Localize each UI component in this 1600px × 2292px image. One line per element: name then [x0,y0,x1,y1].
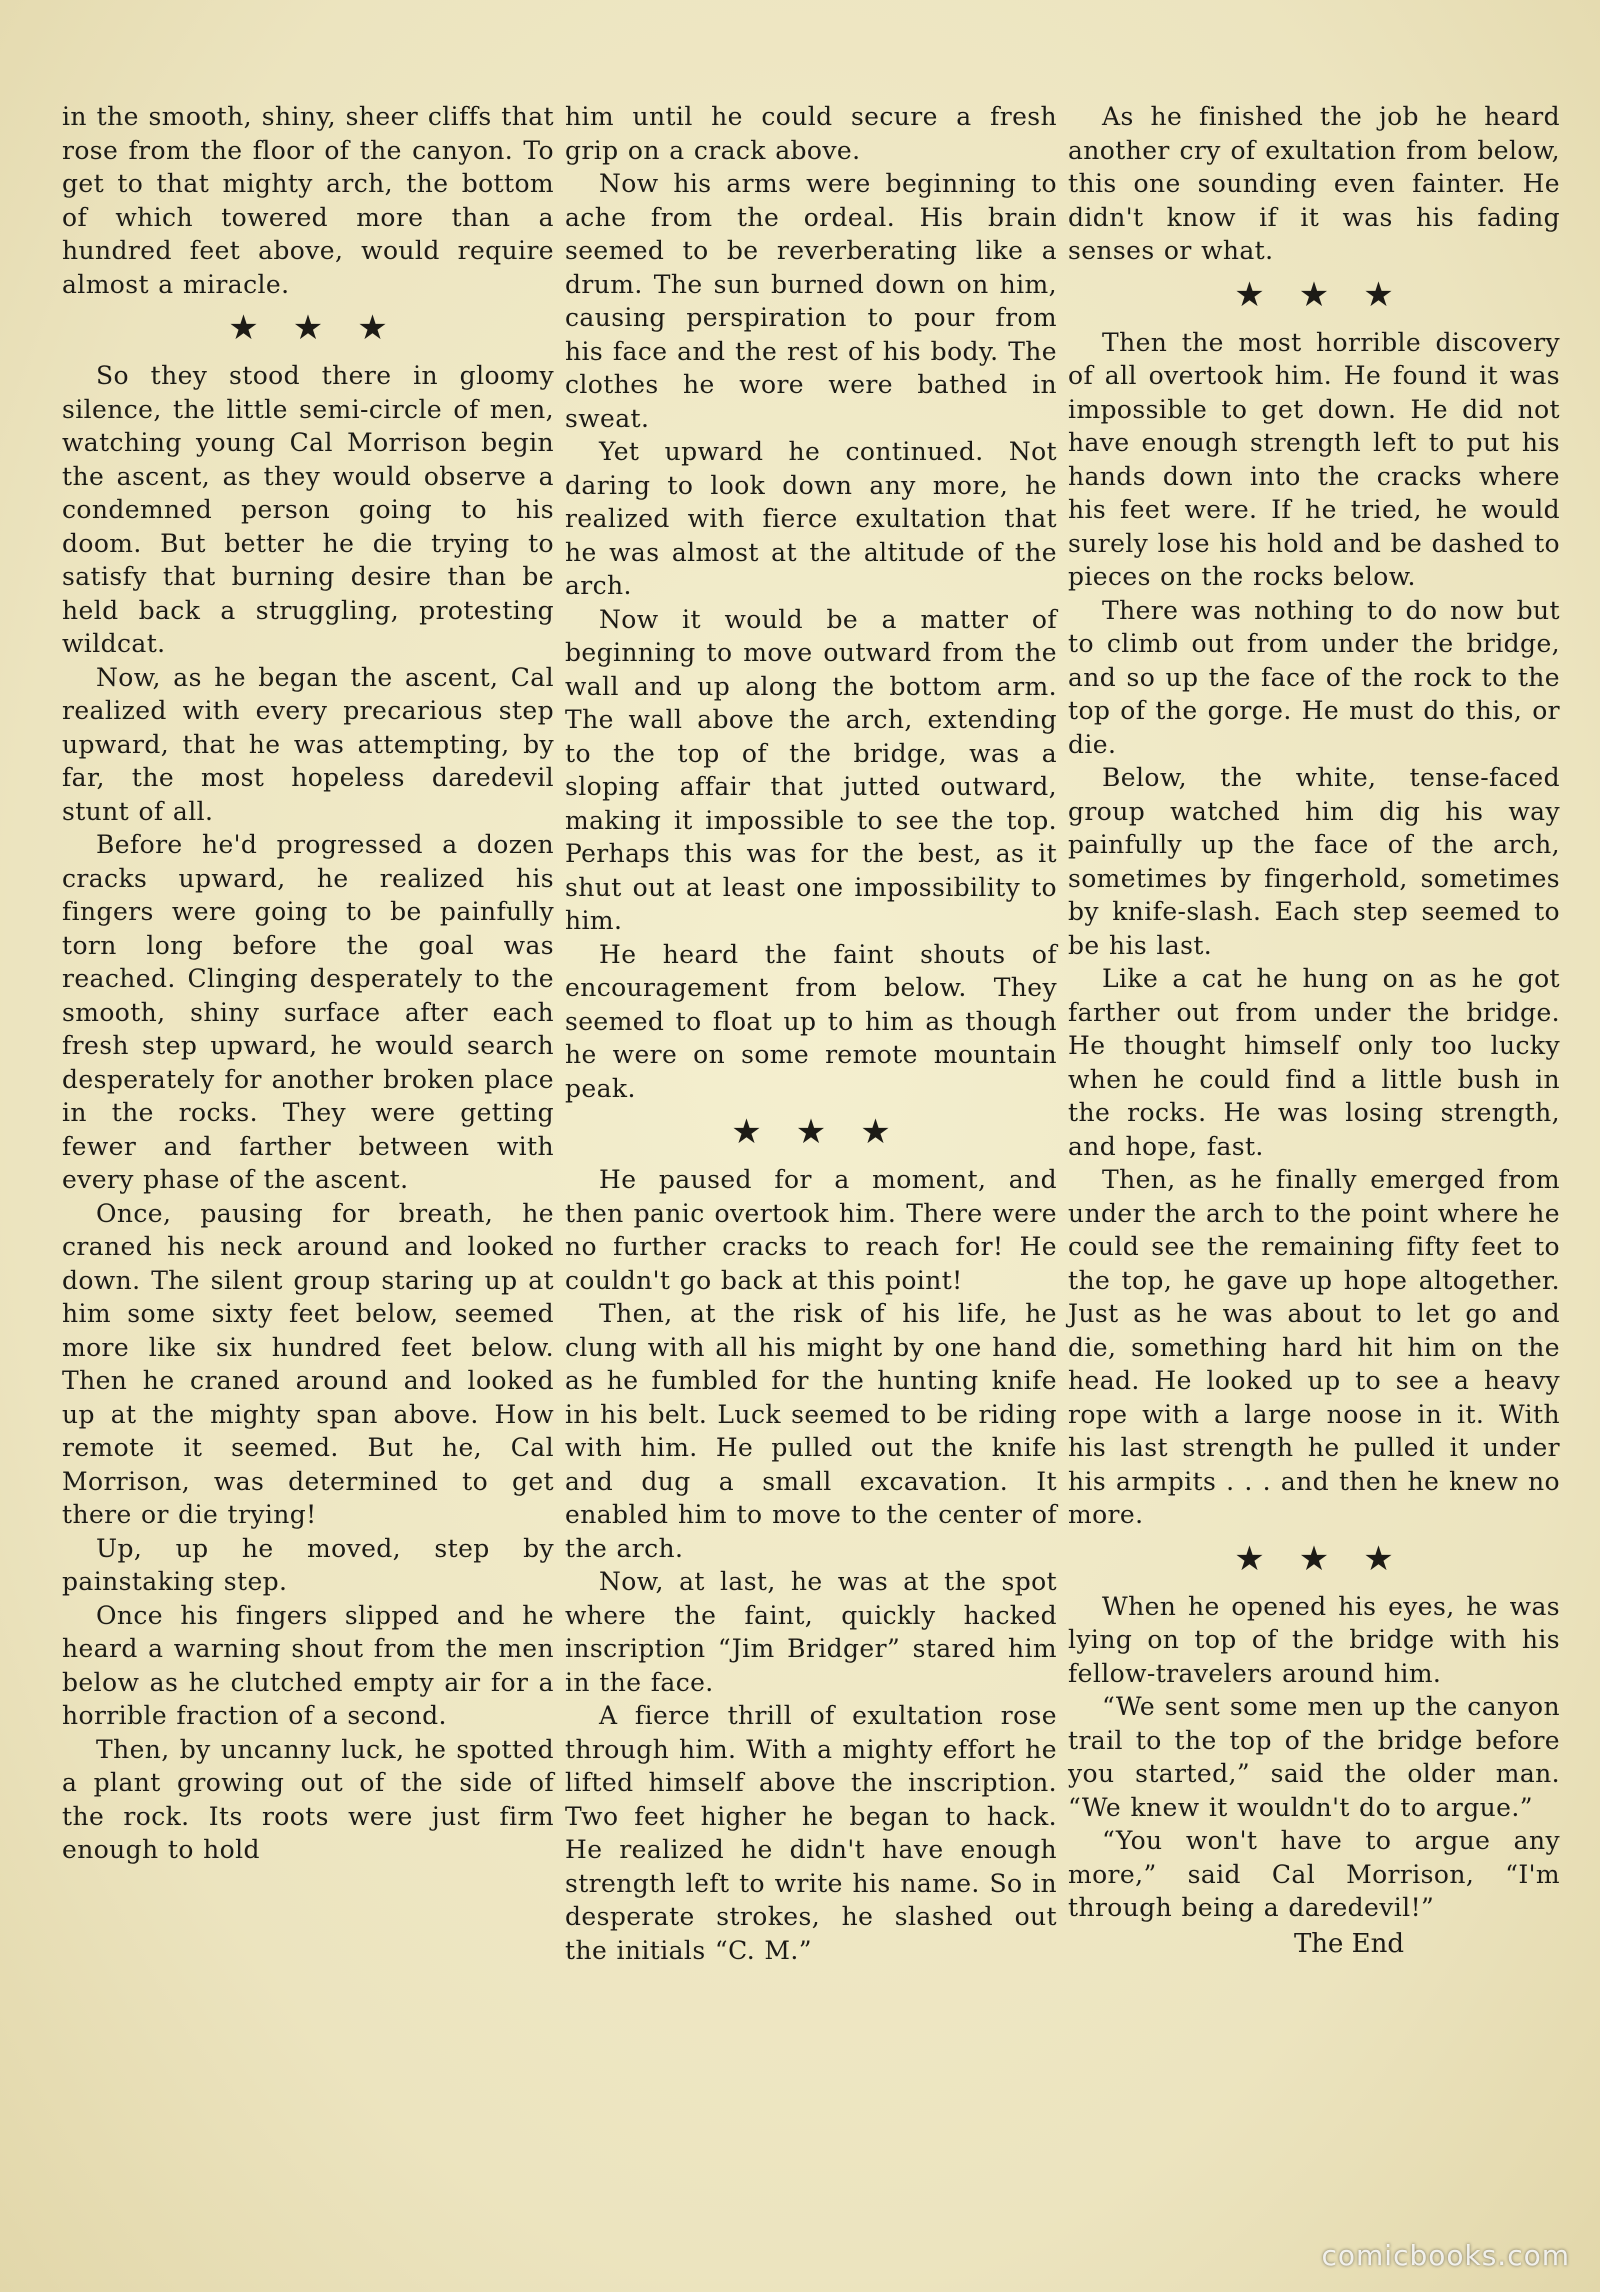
paragraph: Now his arms were beginning to ache from the ordeal. His brain seemed to be reverberating like a drum. The sun burned down on him, causing perspiration to pour from his face and the rest of his body. The clothes he wore were bathed in sweat. [565,169,1057,433]
paragraph: Now, as he began the ascent, Cal realized with every precarious step upward, that he was attempting, by far, the most hopeless daredevil stunt of all. [62,662,554,826]
star-icon: ★ [357,308,388,348]
star-icon: ★ [1363,274,1394,315]
section-break-stars [1068,1538,1560,1579]
paragraph: Then the most horrible discovery of all overtook him. He found it was impossible to get down. He did not have enough strength left to put his hands down into the cracks where his feet were. If he tried, he would surely lose his hold and be dashed to pieces on the rocks below. [1068,327,1560,591]
section-break-stars [62,308,554,348]
paragraph: Before he'd progressed a dozen cracks upward, he realized his fingers were going to be painfully torn long before the goal was reached. Clinging desperately to the smooth, shiny surface after each fresh step upward, he would search desperately for another broken place in the rocks. They were getting fewer and farther between with every phase of the ascent. [62,830,554,1194]
paragraph: So they stood there in gloomy silence, the little semi-circle of men, watching young Cal Morrison begin the ascent, as they would observe a condemned person going to his doom. But better he die trying to satisfy that burning desire than be held back a struggling, protesting wildcat. [62,361,554,658]
star-icon: ★ [1234,1538,1265,1579]
section-break-stars [1068,274,1560,315]
paragraph: Then, at the risk of his life, he clung with all his might by one hand as he fumbled for the hunting knife in his belt. Luck seemed to be riding with him. He pulled out the knife and dug a small excavation. It enabled him to move to the center of the arch. [565,1299,1057,1563]
star-icon: ★ [1298,274,1330,315]
paragraph: in the smooth, shiny, sheer cliffs that rose from the floor of the canyon. To get to that mighty arch, the bottom of which towered more than a hundred feet above, would require almost a miracle. [62,102,554,299]
paragraph: Below, the white, tense-faced group watched him dig his way painfully up the face of the arch, sometimes by fingerhold, sometimes by knife-slash. Each step seemed to be his last. [1068,763,1560,960]
paragraph: When he opened his eyes, he was lying on top of the bridge with his fellow-travelers around him. [1068,1591,1560,1688]
paragraph: Once his fingers slipped and he heard a warning shout from the men below as he clutched empty air for a horrible fraction of a second. [62,1600,554,1730]
star-icon: ★ [860,1112,891,1152]
paragraph: “You won't have to argue any more,” said Cal Morrison, “I'm through being a daredevil!” [1068,1826,1560,1922]
paragraph: There was nothing to do now but to climb out from under the bridge, and so up the face of the rock to the top of the gorge. He must do this, or die. [1068,595,1560,759]
paragraph: As he finished the job he heard another cry of exultation from below, this one sounding even fainter. He didn't know if it was his fading senses or what. [1068,102,1560,265]
star-icon: ★ [1363,1538,1394,1579]
paragraph: Then, as he finally emerged from under the arch to the point where he could see the remaining fifty feet to the top, he gave up hope altogether. Just as he was about to let go and die, something hard hit him on the head. He looked up to see a heavy rope with a large noose in it. With his last strength he pulled it under his armpits . . . and then he knew no more. [1068,1165,1560,1529]
text-column-1 [62,100,554,2130]
paragraph: Now it would be a matter of beginning to move outward from the wall and up along the bottom arm. The wall above the arch, extending to the top of the bridge, was a sloping affair that jutted outward, making it impossible to see the top. Perhaps this was for the best, as it shut out at least one impossibility to him. [565,604,1057,935]
paragraph: Yet upward he continued. Not daring to look down any more, he realized with fierce exultation that he was almost at the altitude of the arch. [565,437,1057,600]
paragraph: Like a cat he hung on as he got farther out from under the bridge. He thought himself only too lucky when he could find a little bush in the rocks. He was losing strength, and hope, fast. [1068,964,1560,1161]
star-icon: ★ [1298,1538,1330,1579]
star-icon: ★ [228,308,259,348]
paragraph: him until he could secure a fresh grip on a crack above. [565,102,1057,165]
star-icon: ★ [731,1112,762,1152]
paragraph: Once, pausing for breath, he craned his neck around and looked down. The silent group staring up at him some sixty feet below, seemed more like six hundred feet below. Then he craned around and looked up at the mighty span above. How remote it seemed. But he, Cal Morrison, was determined to get there or die trying! [62,1198,554,1529]
section-break-stars [565,1112,1057,1152]
story-ending: The End [1293,1928,1405,1959]
paragraph: He heard the faint shouts of encouragement from below. They seemed to float up to him as though he were on some remote mountain peak. [565,939,1057,1103]
paragraph: Now, at last, he was at the spot where the faint, quickly hacked inscription “Jim Bridger” stared him in the face. [565,1567,1057,1697]
paragraph: He paused for a moment, and then panic overtook him. There were no further cracks to reach for! He couldn't go back at this point! [565,1165,1057,1295]
star-icon: ★ [1234,274,1265,315]
star-icon: ★ [795,1112,827,1152]
paragraph: “We sent some men up the canyon trail to the top of the bridge before you started,” said the older man. “We knew it wouldn't do to argue.” [1068,1692,1560,1822]
text-column-2 [565,100,1057,2130]
text-column-3 [1068,100,1560,2130]
paragraph: A fierce thrill of exultation rose through him. With a mighty effort he lifted himself above the inscription. Two feet higher he began to hack. He realized he didn't have enough strength left to write his name. So in desperate strokes, he slashed out the initials “C. M.” [565,1701,1057,1965]
star-icon: ★ [292,308,324,348]
paragraph: Then, by uncanny luck, he spotted a plant growing out of the side of the rock. Its roots were just firm enough to hold [62,1734,554,1864]
site-watermark: comicbooks.com [1321,2239,1570,2272]
paragraph: Up, up he moved, step by painstaking step. [62,1533,554,1596]
